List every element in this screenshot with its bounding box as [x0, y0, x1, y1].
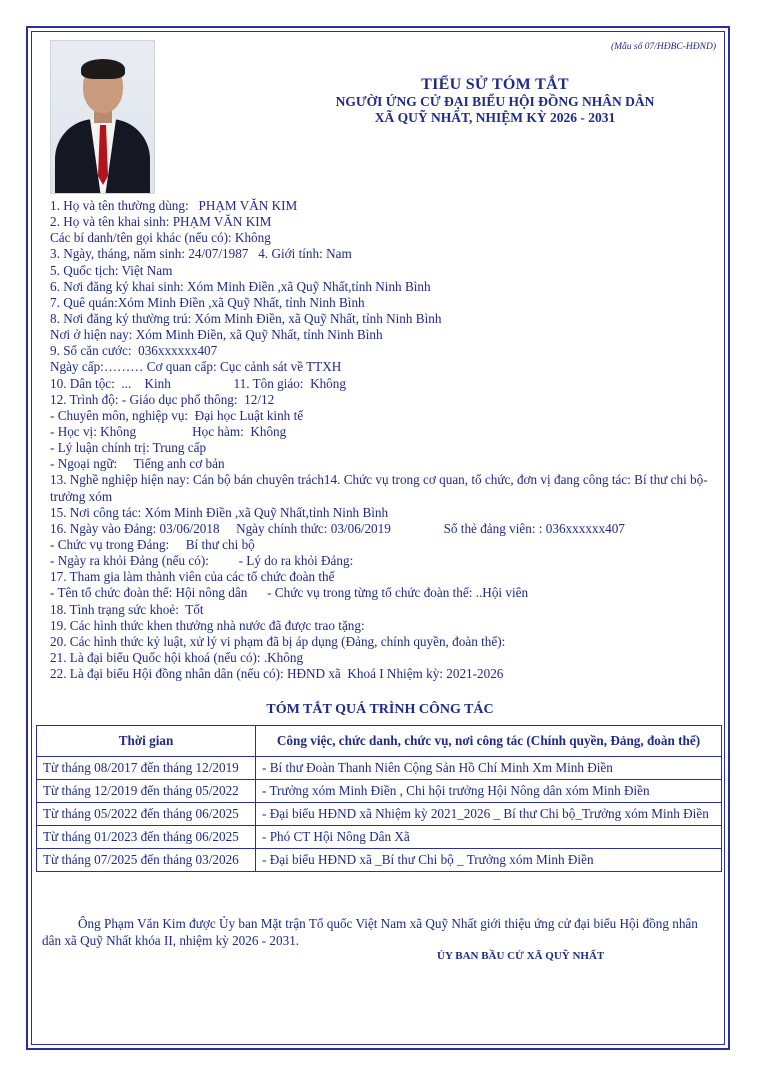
field-line: - Ngày ra khỏi Đảng (nếu có): - Lý do ra khỏi Đảng:: [50, 553, 354, 569]
field-line: Ngày cấp:……… Cơ quan cấp: Cục cảnh sát về TTXH: [50, 359, 342, 375]
table-row: [37, 757, 722, 780]
field-line: 19. Các hình thức khen thưởng nhà nước đã được trao tặng:: [50, 617, 365, 633]
field-line: 18. Tình trạng sức khoẻ: Tốt: [50, 601, 204, 617]
document-title: [300, 76, 690, 126]
column-header-position: Công việc, chức danh, chức vụ, nơi công tác (Chính quyền, Đảng, đoàn thể): [256, 726, 722, 757]
cell-position: - Đại biểu HĐND xã _Bí thư Chi bộ _ Trưởng xóm Minh Điền: [256, 849, 722, 872]
table-row: [37, 803, 722, 826]
field-line: 2. Họ và tên khai sinh: PHẠM VĂN KIM: [50, 214, 272, 230]
field-line: - Chuyên môn, nghiệp vụ: Đại học Luật kinh tế: [50, 407, 304, 423]
introduction-paragraph: Ông Phạm Văn Kim được Ủy ban Mặt trận Tổ quốc Việt Nam xã Quỹ Nhất giới thiệu ứng cử đại biểu Hội đồng nhân dân xã Quỹ Nhất khóa II, nhiệm kỳ 2026 - 2031.: [42, 916, 698, 948]
field-line: - Chức vụ trong Đảng: Bí thư chi bộ: [50, 536, 255, 552]
table-row: [37, 826, 722, 849]
work-section-title: TÓM TẮT QUÁ TRÌNH CÔNG TÁC: [266, 702, 494, 717]
work-history-table: [36, 725, 722, 872]
field-line: 16. Ngày vào Đảng: 03/06/2018 Ngày chính thức: 03/06/2019 Số thẻ đảng viên: : 036xxxxxx407: [50, 520, 625, 536]
candidate-photo: [50, 40, 155, 194]
field-line: 5. Quốc tịch: Việt Nam: [50, 262, 173, 278]
cell-position: - Trưởng xóm Minh Điền , Chi hội trưởng Hội Nông dân xóm Minh Điền: [256, 780, 722, 803]
table-row: [37, 780, 722, 803]
field-line: - Lý luận chính trị: Trung cấp: [50, 440, 207, 456]
cell-position: - Phó CT Hội Nông Dân Xã: [256, 826, 722, 849]
field-line: Nơi ở hiện nay: Xóm Minh Điền, xã Quỹ Nhất, tỉnh Ninh Bình: [50, 327, 383, 343]
field-line: - Học vị: Không Học hàm: Không: [50, 423, 287, 439]
field-line: 21. Là đại biểu Quốc hội khoá (nếu có): .Không: [50, 649, 304, 665]
cell-time: Từ tháng 12/2019 đến tháng 05/2022: [37, 780, 256, 803]
cell-time: Từ tháng 08/2017 đến tháng 12/2019: [37, 757, 256, 780]
cell-position: - Bí thư Đoàn Thanh Niên Cộng Sản Hồ Chí Minh Xm Minh Điền: [256, 757, 722, 780]
cell-time: Từ tháng 05/2022 đến tháng 06/2025: [37, 803, 256, 826]
field-line: 7. Quê quán:Xóm Minh Điền ,xã Quỹ Nhất, tỉnh Ninh Bình: [50, 294, 365, 310]
biography-fields: [50, 198, 720, 682]
column-header-time: Thời gian: [37, 726, 256, 757]
field-line: - Tên tổ chức đoàn thể: Hội nông dân - Chức vụ trong từng tổ chức đoàn thể: ..Hội viên: [50, 585, 529, 601]
field-line: 20. Các hình thức kỷ luật, xử lý vi phạm đã bị áp dụng (Đảng, chính quyền, đoàn thể):: [50, 633, 506, 649]
title-line-2: NGƯỜI ỨNG CỬ ĐẠI BIỂU HỘI ĐỒNG NHÂN DÂN: [335, 94, 655, 109]
field-line: 9. Số căn cước: 036xxxxxx407: [50, 343, 218, 359]
field-line: 6. Nơi đăng ký khai sinh: Xóm Minh Điền ,xã Quỹ Nhất,tỉnh Ninh Bình: [50, 278, 431, 294]
cell-time: Từ tháng 07/2025 đến tháng 03/2026: [37, 849, 256, 872]
field-line: 12. Trình độ: - Giáo dục phổ thông: 12/12: [50, 391, 275, 407]
field-line: 22. Là đại biểu Hội đồng nhân dân (nếu có): HĐND xã Khoá I Nhiệm kỳ: 2021-2026: [50, 666, 504, 682]
field-line: - Ngoại ngữ: Tiếng anh cơ bản: [50, 456, 225, 472]
title-line-3: XÃ QUỸ NHẤT, NHIỆM KỲ 2026 - 2031: [374, 110, 616, 125]
form-code: (Mẫu số 07/HĐBC-HĐND): [610, 42, 716, 52]
title-line-1: TIỂU SỬ TÓM TẮT: [421, 76, 569, 93]
table-header-row: [37, 726, 722, 757]
election-committee: ỦY BAN BẦU CỬ XÃ QUỸ NHẤT: [437, 950, 605, 962]
field-line: 10. Dân tộc: ... Kinh 11. Tôn giáo: Không: [50, 375, 346, 391]
field-line: 17. Tham gia làm thành viên của các tổ chức đoàn thể: [50, 569, 335, 585]
field-line: 3. Ngày, tháng, năm sinh: 24/07/1987 4. Giới tính: Nam: [50, 246, 352, 262]
table-row: [37, 849, 722, 872]
field-line: 8. Nơi đăng ký thường trú: Xóm Minh Điền, xã Quỹ Nhất, tỉnh Ninh Bình: [50, 310, 442, 326]
field-line: 15. Nơi công tác: Xóm Minh Điền ,xã Quỹ Nhất,tỉnh Ninh Bình: [50, 504, 389, 520]
field-line: 1. Họ và tên thường dùng: PHẠM VĂN KIM: [50, 198, 298, 213]
field-line: Các bí danh/tên gọi khác (nếu có): Không: [50, 230, 271, 246]
cell-time: Từ tháng 01/2023 đến tháng 06/2025: [37, 826, 256, 849]
field-line: 13. Nghề nghiệp hiện nay: Cán bộ bán chuyên trách14. Chức vụ trong cơ quan, tổ chức, đơn vị đang công tác: Bí thư chi bộ-trưởng xóm: [50, 472, 708, 504]
cell-position: - Đại biểu HĐND xã Nhiệm kỳ 2021_2026 _ Bí thư Chi bộ_Trưởng xóm Minh Điền: [256, 803, 722, 826]
